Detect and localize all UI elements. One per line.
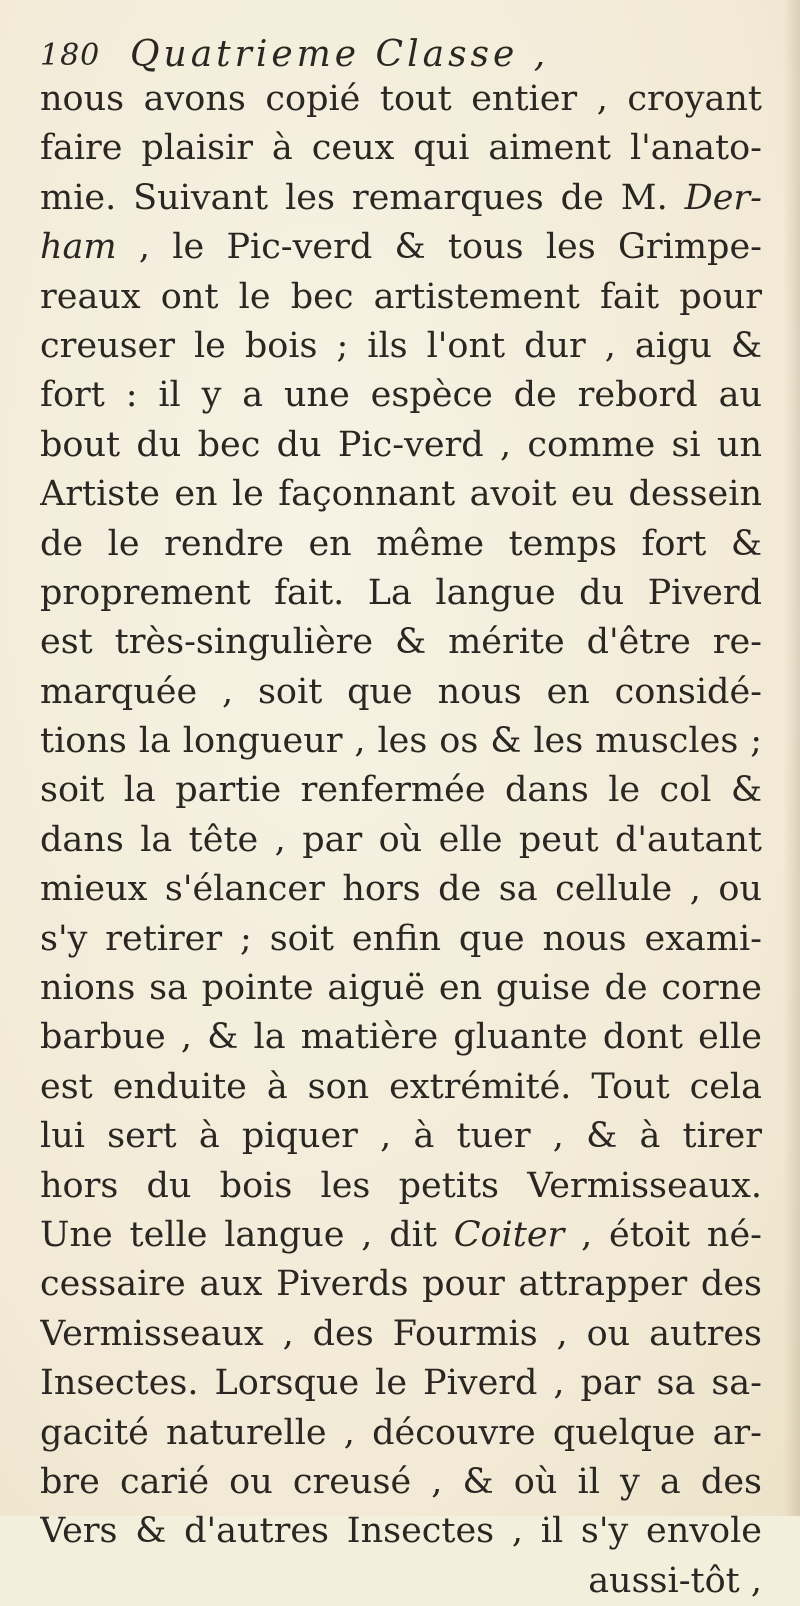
text-line [40, 569, 762, 618]
text-line [40, 1409, 762, 1458]
text-segment: mieux s'élancer hors de sa cellule , ou [40, 869, 762, 910]
text-segment: lui sert à piquer , à tuer , & à tirer [40, 1116, 762, 1157]
text-line [40, 124, 762, 173]
text-segment: Vers & d'autres Insectes , il s'y envole [40, 1511, 762, 1552]
text-line [40, 618, 762, 667]
italic-text-segment: Coiter [453, 1214, 565, 1255]
text-segment: , le Pic-verd & tous les Grimpe- [116, 227, 762, 268]
text-segment: Artiste en le façonnant avoit eu dessein [40, 474, 762, 515]
text-segment: mie. Suivant les remarques de M. [40, 177, 685, 218]
text-line [40, 717, 762, 766]
text-line [40, 1260, 762, 1309]
text-segment: proprement fait. La langue du Piverd [40, 572, 762, 613]
text-line [40, 964, 762, 1013]
text-line [40, 1211, 762, 1260]
text-segment: creuser le bois ; ils l'ont dur , aigu & [40, 325, 762, 366]
text-line [40, 1013, 762, 1062]
text-segment: Vermisseaux , des Fourmis , ou autres [40, 1313, 762, 1354]
text-line [40, 1063, 762, 1112]
text-segment: tions la longueur , les os & les muscles ; [40, 721, 762, 762]
text-line [40, 668, 762, 717]
text-segment: Insectes. Lorsque le Piverd , par sa sa- [40, 1363, 762, 1404]
text-line [40, 865, 762, 914]
text-segment: reaux ont le bec artistement fait pour [40, 276, 762, 317]
text-segment: marquée , soit que nous en considé- [40, 671, 762, 712]
italic-text-segment: Der- [684, 177, 762, 218]
text-segment: nous avons copié tout entier , croyant [40, 79, 762, 119]
text-line [40, 1359, 762, 1408]
text-line [40, 1310, 762, 1359]
text-segment: hors du bois les petits Vermisseaux. [40, 1165, 762, 1206]
text-line [40, 322, 762, 371]
text-segment: barbue , & la matière gluante dont elle [40, 1017, 762, 1058]
text-segment: Une telle langue , dit [40, 1214, 454, 1255]
text-line [40, 520, 762, 569]
text-line [40, 470, 762, 519]
text-segment: soit la partie renfermée dans le col & [40, 770, 762, 811]
text-line [40, 1507, 762, 1556]
text-line [40, 1162, 762, 1211]
text-segment: de le rendre en même temps fort & [40, 523, 762, 564]
text-line [40, 1458, 762, 1507]
text-segment: bout du bec du Pic-verd , comme si un [40, 424, 762, 465]
text-line [40, 766, 762, 815]
text-line [40, 273, 762, 322]
text-line [40, 816, 762, 865]
text-segment: s'y retirer ; soit enfin que nous exami- [40, 918, 762, 959]
text-line [40, 421, 762, 470]
text-segment: aussi-tôt , [588, 1560, 762, 1601]
text-segment: est enduite à son extrémité. Tout cela [40, 1066, 762, 1107]
text-segment: fort : il y a une espèce de rebord au [40, 375, 762, 416]
running-title: Quatrieme Classe , [130, 34, 550, 75]
text-line [40, 1112, 762, 1161]
text-segment: , étoit né- [564, 1214, 762, 1255]
page-edge-shadow [784, 0, 800, 1516]
text-line [40, 371, 762, 420]
text-segment: dans la tête , par où elle peut d'autant [40, 819, 762, 860]
text-line [40, 915, 762, 964]
text-segment: gacité naturelle , découvre quelque ar- [40, 1412, 762, 1453]
text-line [40, 174, 762, 223]
text-line [40, 223, 762, 272]
text-line [40, 1557, 762, 1606]
body-text [40, 75, 762, 1606]
text-line [40, 75, 762, 124]
italic-text-segment: ham [40, 227, 117, 268]
text-segment: cessaire aux Piverds pour attrapper des [40, 1264, 762, 1305]
text-segment: est très-singulière & mérite d'être re- [40, 622, 762, 663]
text-segment: bre carié ou creusé , & où il y a des [40, 1461, 762, 1502]
page-number: 180 [40, 38, 101, 73]
text-segment: faire plaisir à ceux qui aiment l'anato- [40, 128, 762, 169]
text-segment: nions sa pointe aiguë en guise de corne [40, 968, 762, 1009]
